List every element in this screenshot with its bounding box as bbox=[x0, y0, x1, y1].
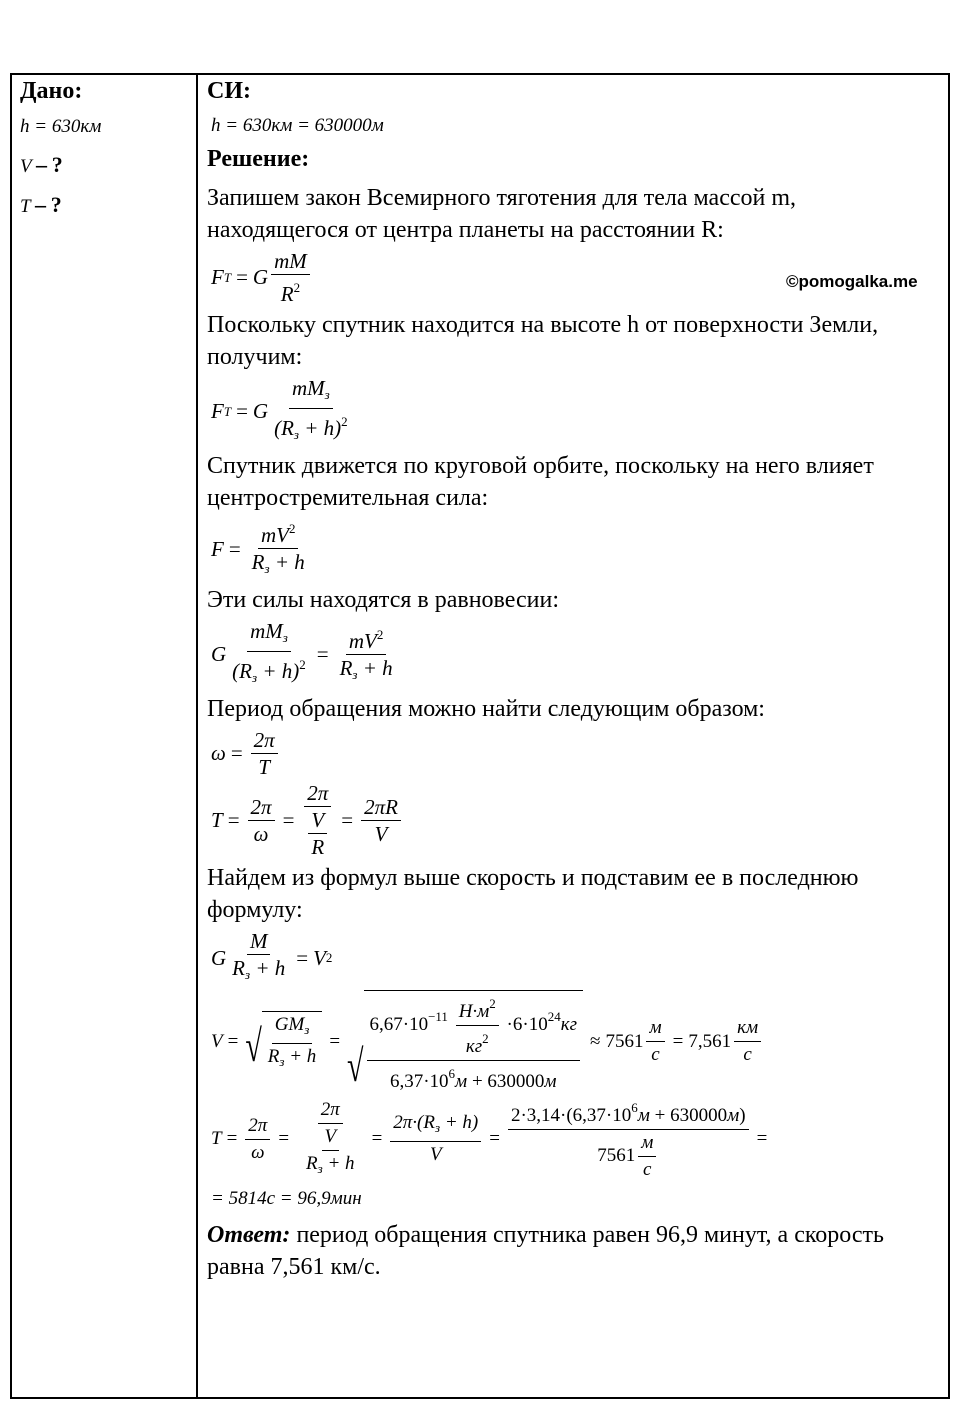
given-height: h = 630км bbox=[20, 116, 102, 137]
formula-gravity-earth: F T = G $\frac{mM_з}{(R_з + h)^2}$ bbox=[211, 376, 348, 442]
result-line: = 5814с = 96,9мин bbox=[211, 1188, 362, 1209]
si-height: h = 630км = 630000м bbox=[211, 115, 384, 136]
formula-omega: ω = $\frac{2\pi}{T}$ bbox=[211, 729, 942, 778]
given-column bbox=[20, 76, 190, 226]
solution-column bbox=[207, 76, 942, 1283]
formula-speed: V = √ $\frac{GM_з}{R_з + h}$ = √ $6,67\cdot 10^{-11}$ $\frac{Н\cdot м^2}{кг^2}$ $\cdot 6\cdot 10^{24}кг$ $6,37\cdot 10^6м + 630000м$ ≈ 7561 $\frac{м}{с}$ = 7,561 $\frac{км}{с}$ bbox=[211, 990, 942, 1093]
paragraph-5: Период обращения можно найти следующим образом: bbox=[207, 696, 765, 722]
solution-header: Решение: bbox=[207, 146, 310, 172]
watermark: ©pomogalka.me bbox=[786, 272, 918, 291]
formula-period-calculation: T = $\frac{2\pi}{\omega}$ = $\frac{2\pi}{\frac{V}{R_з + h}}$ = $\frac{2\pi\cdot(R_з + h)}{V}$ = $2\cdot 3,14\cdot(6,37\cdot 10^6м + 630000м)$ 7561 $\frac{м}{с}$ = bbox=[211, 1098, 768, 1180]
paragraph-1: Запишем закон Всемирного тяготения для тела массой m, находящегося от центра планеты на расстоянии R: bbox=[207, 185, 797, 243]
paragraph-2: Поскольку спутник находится на высоте h от поверхности Земли, получим: bbox=[207, 312, 879, 370]
paragraph-6: Найдем из формул выше скорость и подставим ее в последнюю формулу: bbox=[207, 865, 859, 923]
answer bbox=[207, 1219, 942, 1283]
given-header: Дано: bbox=[20, 78, 83, 104]
formula-period: T = $\frac{2\pi}{\omega}$ = $\frac{2\pi}{\frac{V}{R}}$ = $\frac{2\pi R}{V}$ bbox=[211, 782, 942, 858]
given-unknown-period: T – ? bbox=[20, 192, 62, 217]
si-header: СИ: bbox=[207, 78, 251, 104]
paragraph-3: Спутник движется по круговой орбите, поскольку на него влияет центростремительная сила: bbox=[207, 453, 874, 511]
formula-speed-squared: G $\frac{M}{R_з + h}$ = V 2 bbox=[211, 929, 333, 982]
given-unknown-speed: V – ? bbox=[20, 152, 63, 177]
answer-label: Ответ: bbox=[207, 1222, 291, 1248]
formula-centripetal: F = $\frac{mV^2}{R_з + h}$ bbox=[211, 518, 942, 580]
answer-text: период обращения спутника равен 96,9 минут, а скорость равна 7,561 км/с. bbox=[207, 1222, 884, 1280]
column-divider bbox=[196, 73, 198, 1399]
formula-gravity: F T = G $\frac{mM}{R^2}$ bbox=[211, 250, 942, 305]
paragraph-4: Эти силы находятся в равновесии: bbox=[207, 587, 559, 613]
formula-equilibrium: G $\frac{mM_з}{(R_з + h)^2}$ = $\frac{mV^2}{R_з + h}$ bbox=[211, 619, 393, 685]
